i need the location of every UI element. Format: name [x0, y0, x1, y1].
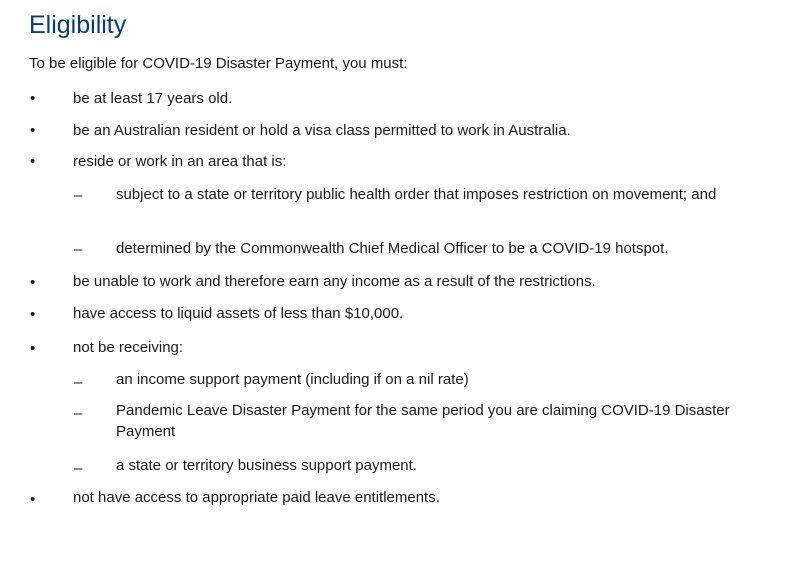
dash-icon: – [74, 241, 83, 258]
criterion-area: reside or work in an area that is: [73, 153, 287, 170]
bullet-icon: • [30, 90, 36, 107]
bullet-icon: • [30, 274, 36, 291]
criterion-not-receiving: not be receiving: [73, 339, 184, 356]
page-title: Eligibility [29, 11, 127, 39]
subcriterion-hotspot: determined by the Commonwealth Chief Medical Officer to be a COVID-19 hotspot. [116, 240, 669, 257]
dash-icon: – [74, 187, 83, 204]
subcriterion-health-order: subject to a state or territory public health order that imposes restriction on movement; and [116, 186, 717, 203]
subcriterion-income-support: an income support payment (including if on a nil rate) [116, 371, 469, 388]
intro-text: To be eligible for COVID-19 Disaster Payment, you must: [29, 55, 408, 72]
bullet-icon: • [30, 306, 36, 323]
subcriterion-pandemic-leave: Pandemic Leave Disaster Payment for the same period you are claiming COVID-19 Disaster Payment [116, 402, 730, 440]
dash-icon: – [74, 405, 83, 422]
criterion-unable-to-work: be unable to work and therefore earn any income as a result of the restrictions. [73, 273, 596, 290]
criterion-age: be at least 17 years old. [73, 90, 233, 107]
bullet-icon: • [30, 153, 36, 170]
dash-icon: – [74, 460, 83, 477]
bullet-icon: • [30, 122, 36, 139]
criterion-liquid-assets: have access to liquid assets of less than $10,000. [73, 305, 404, 322]
criterion-residency: be an Australian resident or hold a visa class permitted to work in Australia. [73, 122, 571, 139]
criterion-paid-leave: not have access to appropriate paid leave entitlements. [73, 489, 440, 506]
dash-icon: – [74, 374, 83, 391]
subcriterion-business-support: a state or territory business support payment. [116, 457, 417, 474]
bullet-icon: • [30, 491, 36, 508]
bullet-icon: • [30, 340, 36, 357]
